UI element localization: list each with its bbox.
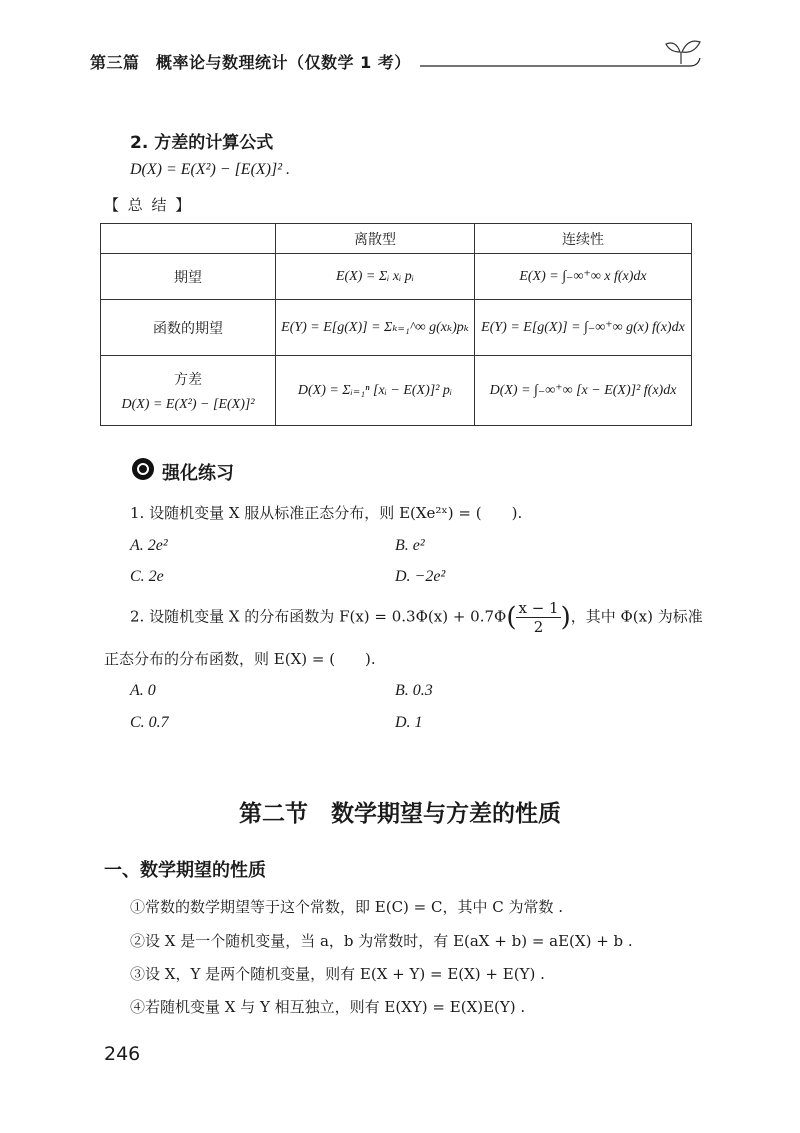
q2-fraction-numerator: x − 1 [518,599,559,617]
summary-header-row [101,224,692,254]
discrete-variance: D(X) = Σᵢ₌₁ⁿ [xᵢ − E(X)]² pᵢ [276,356,475,426]
summary-row-function-expectation [101,300,692,356]
row-label-variance-cell [101,356,276,426]
q2-open-paren: ( [506,602,517,633]
q2-close-paren: ) [560,602,571,633]
q2-option-b: B. 0.3 [395,682,433,699]
discrete-function-expectation: E(Y) = E[g(X)] = Σₖ₌₁^∞ g(xₖ)pₖ [276,300,475,356]
header-title: 第三篇 概率论与数理统计（仅数学 1 考） [90,53,411,72]
row-label-variance: 方差 [174,371,202,388]
section-title: 第二节 数学期望与方差的性质 [239,801,561,827]
summary-header-discrete: 离散型 [276,224,475,254]
q2-option-d: D. 1 [395,714,423,731]
q1-option-d: D. −2e² [395,568,446,585]
property-3: ③设 X，Y 是两个随机变量，则有 E(X + Y) = E(X) + E(Y) . [130,965,545,983]
discrete-expectation: E(X) = Σᵢ xᵢ pᵢ [276,254,475,300]
summary-header-empty [101,224,276,254]
question-2-stem [130,599,703,636]
q2-option-c: C. 0.7 [130,714,169,731]
q1-option-a: A. 2e² [130,537,168,554]
summary-header-continuous: 连续性 [475,224,692,254]
property-4: ④若随机变量 X 与 Y 相互独立，则有 E(XY) = E(X)E(Y) . [130,998,526,1016]
continuous-variance: D(X) = ∫₋∞⁺∞ [x − E(X)]² f(x)dx [475,356,692,426]
continuous-expectation: E(X) = ∫₋∞⁺∞ x f(x)dx [475,254,692,300]
summary-row-expectation [101,254,692,300]
page-number: 246 [104,1043,141,1065]
q2-fraction-denominator: 2 [533,618,544,636]
summary-label: 【 总 结 】 [104,196,193,214]
summary-table [100,223,692,426]
q2-fraction [516,599,560,636]
q1-option-c: C. 2e [130,568,164,585]
question-2-stem-continued: 正态分布的分布函数，则 E(X) = ( ). [104,650,376,668]
variance-formula-heading: 2. 方差的计算公式 [130,133,274,153]
q2-stem-part-b: ，其中 Φ(x) 为标准 [570,607,703,626]
variance-formula: D(X) = E(X²) − [E(X)]² . [130,161,291,178]
row-label-variance-formula: D(X) = E(X²) − [E(X)]² [121,396,255,412]
summary-row-variance [101,356,692,426]
q2-stem-part-a: 2. 设随机变量 X 的分布函数为 F(x) = 0.3Φ(x) + 0.7Φ [130,607,507,626]
q1-option-b: B. e² [395,537,425,554]
property-1: ①常数的数学期望等于这个常数，即 E(C) = C，其中 C 为常数 . [130,898,564,916]
q2-option-a: A. 0 [130,682,156,699]
page-header [0,0,800,80]
row-label-expectation: 期望 [101,254,276,300]
practice-clock-icon [132,458,154,480]
property-2: ②设 X 是一个随机变量，当 a，b 为常数时，有 E(aX + b) = aE(X) + b . [130,932,633,950]
practice-title: 强化练习 [162,463,234,484]
continuous-function-expectation: E(Y) = E[g(X)] = ∫₋∞⁺∞ g(x) f(x)dx [475,300,692,356]
row-label-function-expectation: 函数的期望 [101,300,276,356]
question-1-stem: 1. 设随机变量 X 服从标准正态分布，则 E(Xe²ˣ) = ( ). [130,504,523,522]
section-subheading: 一、数学期望的性质 [104,860,266,881]
